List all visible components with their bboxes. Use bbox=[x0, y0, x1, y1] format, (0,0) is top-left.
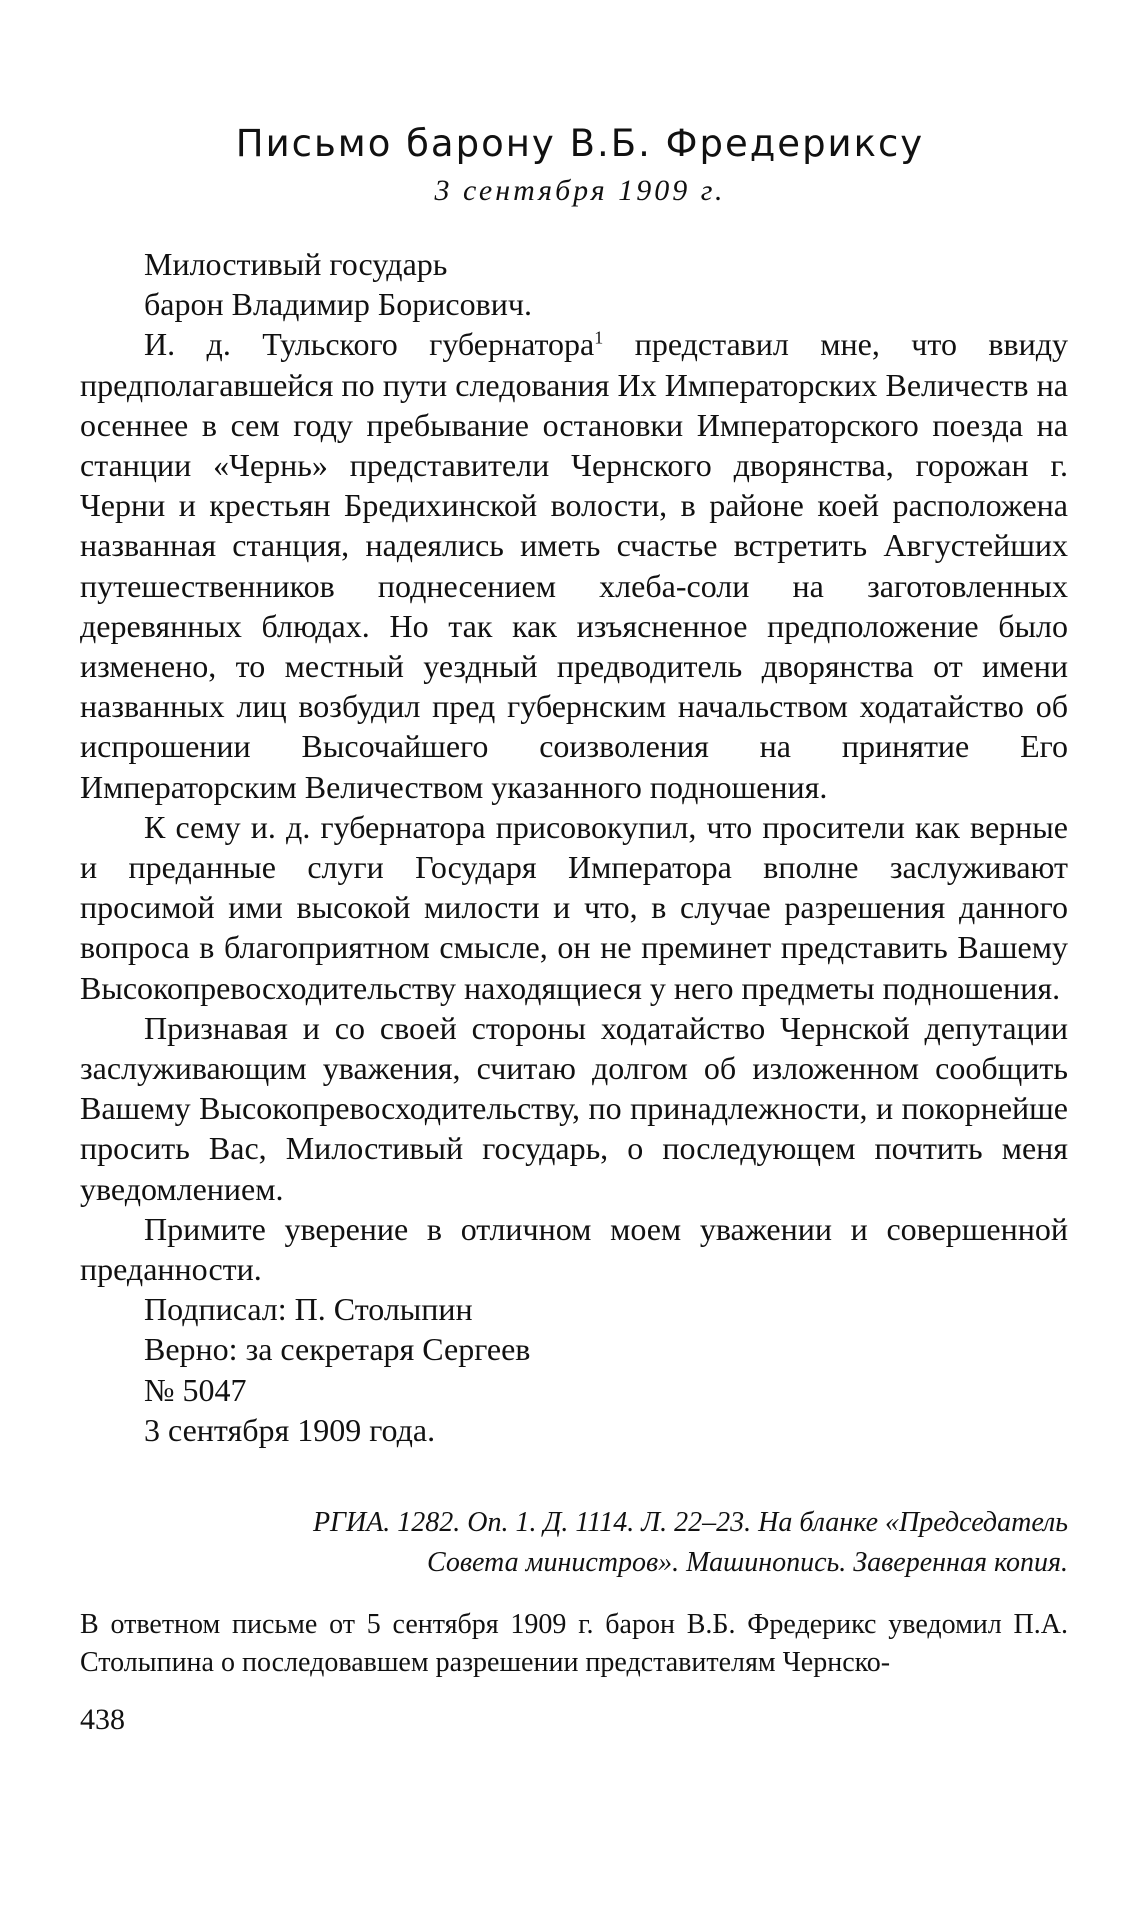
salutation-line-2: барон Владимир Борисович. bbox=[144, 286, 532, 323]
closing-date: 3 сентября 1909 года. bbox=[144, 1411, 436, 1448]
source-line-1: РГИА. 1282. Оп. 1. Д. 1114. Л. 22–23. На бланке «Председатель bbox=[312, 1507, 1068, 1538]
archive-source bbox=[200, 1503, 1068, 1583]
signature-line: Подписал: П. Столыпин bbox=[144, 1291, 473, 1328]
document-number: № 5047 bbox=[144, 1371, 247, 1408]
page-number: 438 bbox=[80, 1703, 125, 1736]
letter-body bbox=[80, 244, 1068, 1450]
paragraph-3: Признавая и со своей стороны ходатайство Чернской депутации заслуживающим уважения, считаю долгом об изложенном сообщить Вашему Высокопревосходительству, по принадлежности, и покорнейше просить Вас, Милостивый государь, о последующем почтить меня уведомлением. bbox=[80, 1009, 1068, 1207]
paragraph-4: Примите уверение в отличном моем уважении и совершенной преданности. bbox=[80, 1210, 1068, 1288]
certification-line: Верно: за секретаря Сергеев bbox=[144, 1331, 531, 1368]
paragraph-1-start: И. д. Тульского губернатора bbox=[144, 326, 595, 363]
footnote bbox=[80, 1606, 1068, 1682]
paragraph-1-rest: представил мне, что ввиду предполагавшейся по пути следования Их Императорских Величеств на осеннее в сем году пребывание остановки Императорского поезда на станции «Чернь» представители Чернского дворянства, горожан г. Черни и крестьян Бредихинской волости, в районе коей расположена названная станция, надеялись иметь счастье встретить Августейших путешественников поднесением хлеба-соли на заготовленных деревянных блюдах. Но так как изъясненное предположение было изменено, то местный уездный предводитель дворянства от имени названных лиц возбудил пред губернским начальством ходатайство об испрошении Высочайшего соизволения на принятие Его Императорским Величеством указанного подношения. bbox=[80, 326, 1069, 805]
letter-title: Письмо барону В.Б. Фредериксу bbox=[235, 122, 925, 165]
footnote-mark: 1 bbox=[594, 327, 604, 348]
paragraph-1 bbox=[80, 324, 1068, 806]
source-line-2: Совета министров». Машинопись. Заверенная копия. bbox=[426, 1547, 1068, 1578]
letter-date: 3 сентября 1909 г. bbox=[434, 174, 726, 207]
salutation-line-1: Милостивый государь bbox=[144, 246, 448, 282]
paragraph-2: К сему и. д. губернатора присовокупил, что просители как верные и преданные слуги Государя Императора вполне заслуживают просимой ими высокой милости и что, в случае разрешения данного вопроса в благоприятном смысле, он не преминет представить Вашему Высокопревосходительству находящиеся у него предметы подношения. bbox=[80, 808, 1068, 1006]
footnote-text: В ответном письме от 5 сентября 1909 г. барон В.Б. Фредерикс уведомил П.А. Столыпина о последовавшем разрешении представителям Чернско- bbox=[80, 1609, 1068, 1678]
